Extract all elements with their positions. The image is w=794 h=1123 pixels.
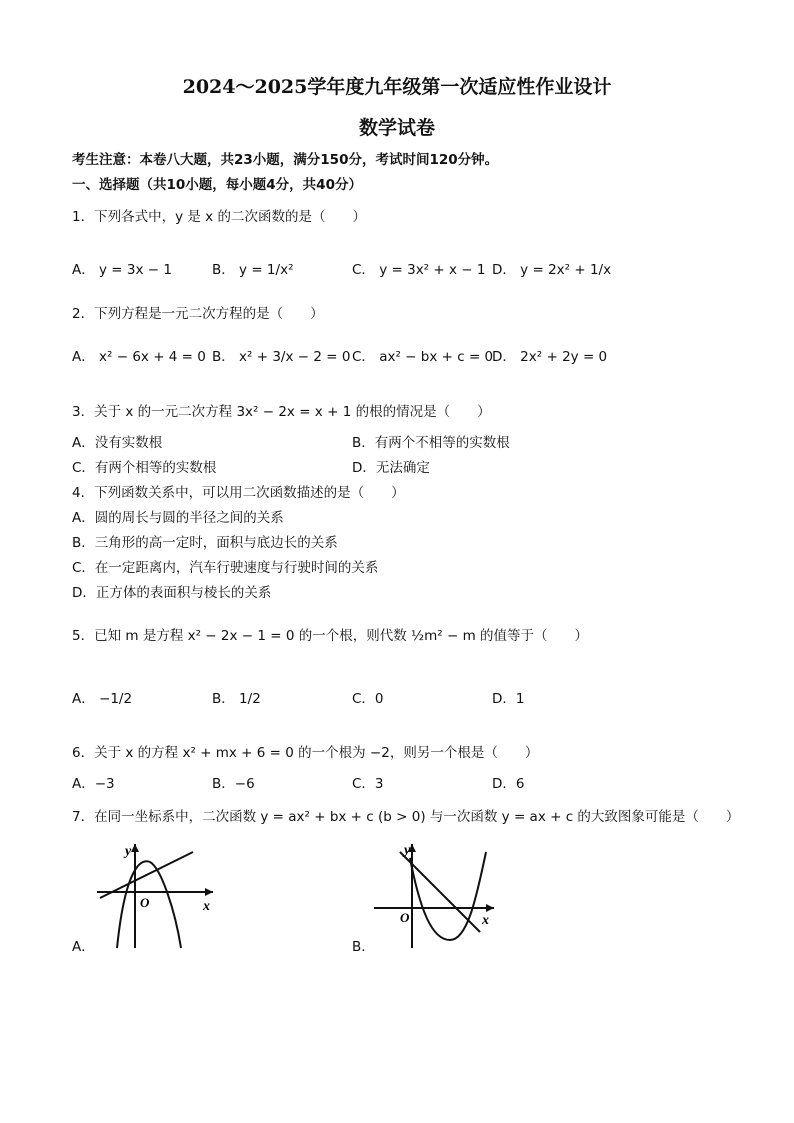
page-subtitle: 数学试卷	[358, 117, 435, 139]
question-6-option-a: A．−3	[72, 776, 115, 792]
question-2-stem: 2．下列方程是一元二次方程的是（ ）	[72, 306, 324, 322]
question-1-option-a: A． y = 3x − 1	[72, 262, 172, 278]
question-4-option-d: D．正方体的表面积与棱长的关系	[72, 585, 272, 601]
question-5-stem: 5．已知 m 是方程 x² − 2x − 1 = 0 的一个根，则代数 ½m² − m 的值等于（ ）	[72, 628, 589, 644]
question-2-option-d: D． 2x² + 2y = 0	[492, 349, 608, 365]
question-4-option-a: A．圆的周长与圆的半径之间的关系	[72, 510, 284, 526]
question-1-option-c: C． y = 3x² + x − 1	[352, 262, 486, 278]
question-2-option-c: C． ax² − bx + c = 0	[352, 349, 494, 365]
question-5-option-b: B． 1/2	[212, 691, 261, 707]
question-3-option-b: B．有两个不相等的实数根	[352, 435, 510, 451]
graph-a-origin-label: O	[140, 895, 150, 910]
graph-a-x-label: x	[203, 899, 210, 914]
question-3-option-c: C．有两个相等的实数根	[72, 460, 217, 476]
graph-b-origin-label: O	[400, 910, 410, 925]
question-6-option-d: D．6	[492, 776, 525, 792]
question-4-option-c: C．在一定距离内，汽车行驶速度与行驶时间的关系	[72, 560, 379, 576]
question-5-option-d: D．1	[492, 691, 525, 707]
question-1-option-d: D． y = 2x² + 1/x	[492, 262, 612, 278]
question-4-stem: 4．下列函数关系中，可以用二次函数描述的是（ ）	[72, 485, 405, 501]
question-1-option-b: B． y = 1/x²	[212, 262, 294, 278]
graph-b	[372, 840, 497, 950]
question-1-stem: 1．下列各式中，y 是 x 的二次函数的是（ ）	[72, 209, 366, 225]
question-7-stem: 7．在同一坐标系中，二次函数 y = ax² + bx + c (b > 0) 与一次函数 y = ax + c 的大致图象可能是（ ）	[72, 809, 740, 825]
page-title: 2024～2025学年度九年级第一次适应性作业设计	[182, 76, 612, 98]
graph-a	[95, 840, 215, 950]
question-5-option-a: A． −1/2	[72, 691, 133, 707]
question-3-option-a: A．没有实数根	[72, 435, 163, 451]
question-3-stem: 3．关于 x 的一元二次方程 3x² − 2x = x + 1 的根的情况是（ ）	[72, 404, 491, 420]
exam-notice: 考生注意：本卷八大题，共23小题，满分150分，考试时间120分钟。	[72, 152, 499, 168]
section-heading: 一、选择题（共10小题，每小题4分，共40分）	[72, 177, 362, 193]
question-3-option-d: D．无法确定	[352, 460, 430, 476]
question-2-option-a: A． x² − 6x + 4 = 0	[72, 349, 206, 365]
question-7-option-b: B．	[352, 939, 375, 955]
question-5-option-c: C．0	[352, 691, 384, 707]
graph-a-y-label: y	[125, 844, 132, 859]
graph-a-x-arrow	[205, 888, 213, 896]
question-2-option-b: B． x² + 3/x − 2 = 0	[212, 349, 351, 365]
question-6-stem: 6．关于 x 的方程 x² + mx + 6 = 0 的一个根为 −2，则另一个根是（ ）	[72, 745, 539, 761]
graph-a-y-arrow	[131, 844, 139, 852]
question-6-option-c: C．3	[352, 776, 384, 792]
question-6-option-b: B．−6	[212, 776, 255, 792]
question-4-option-b: B．三角形的高一定时，面积与底边长的关系	[72, 535, 338, 551]
graph-b-x-arrow	[486, 904, 494, 912]
graph-b-y-label: y	[404, 843, 411, 858]
graph-b-x-label: x	[482, 913, 489, 928]
question-7-option-a: A．	[72, 939, 95, 955]
